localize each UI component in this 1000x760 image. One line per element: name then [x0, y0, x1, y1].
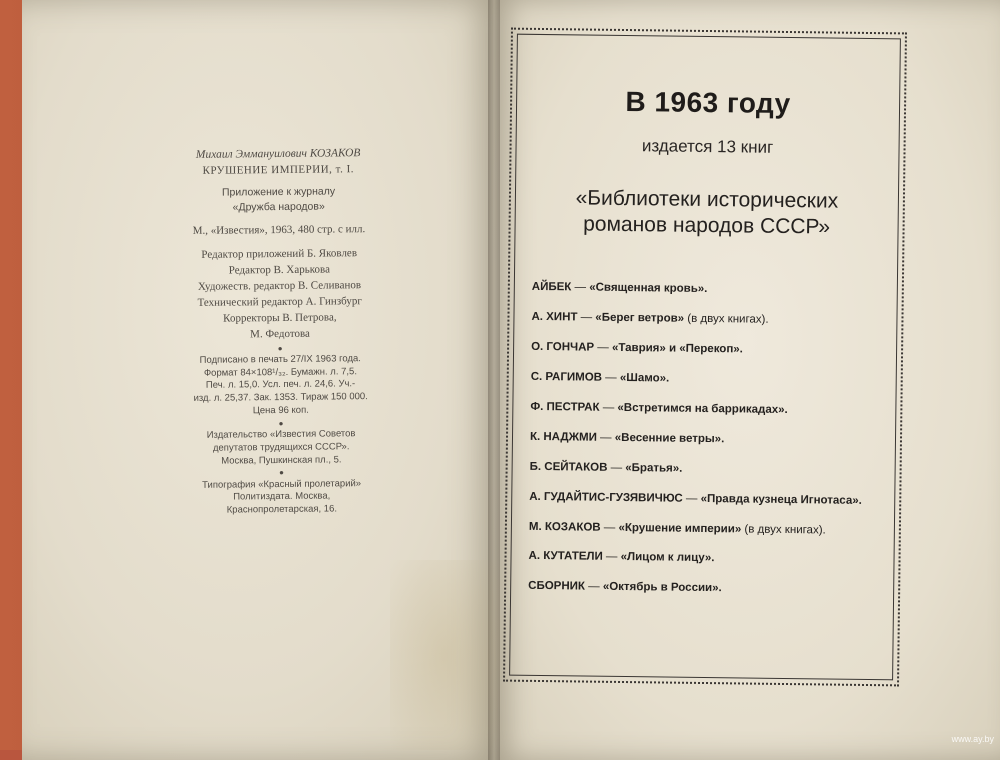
- imprint-editor-line: М. Федотова: [250, 327, 310, 340]
- separator-dot: ●: [277, 343, 283, 353]
- printer-line: Типография «Красный пролетарий»: [202, 477, 362, 491]
- book-dash: —: [607, 461, 626, 474]
- book-note: (в двух книгах).: [684, 312, 769, 326]
- separator-dot: ●: [278, 418, 284, 428]
- library-title-line-2: романов народов СССР»: [583, 212, 831, 239]
- imprint-author: Михаил Эммануилович КОЗАКОВ: [195, 147, 361, 161]
- book-title: «Крушение империи»: [618, 521, 742, 535]
- book-entry: [528, 579, 868, 598]
- imprint-editor-line: Редактор приложений Б. Яковлев: [201, 247, 358, 261]
- print-detail: изд. л. 25,37. Зак. 1353. Тираж 150 000.: [193, 391, 368, 405]
- book-entry: [528, 549, 868, 568]
- book-dash: —: [682, 492, 701, 505]
- book-entry: [529, 519, 869, 538]
- book-dash: —: [599, 401, 618, 414]
- book-dash: —: [577, 311, 596, 324]
- book-author: К. НАДЖМИ: [529, 430, 597, 444]
- book-author: А. КУТАТЕЛИ: [528, 550, 603, 564]
- book-author: С. РАГИМОВ: [530, 370, 603, 384]
- book-title: «Берег ветров»: [595, 311, 685, 325]
- book-list: [528, 280, 872, 613]
- announcement-headline: В 1963 году: [625, 86, 791, 120]
- announcement-subline: издается 13 книг: [641, 136, 774, 157]
- book-author: М. КОЗАКОВ: [528, 520, 601, 534]
- library-title-line-1: «Библиотеки исторических: [575, 186, 839, 213]
- print-detail: Формат 84×108¹/₃₂. Бумажн. л. 7,5.: [203, 365, 357, 379]
- paper-stain: [390, 560, 500, 750]
- book-entry: [530, 459, 870, 478]
- book-dash: —: [571, 281, 590, 294]
- imprint-supplement-2: «Дружба народов»: [232, 200, 325, 214]
- book-entry: [531, 370, 871, 389]
- print-detail: Подписано в печать 27/IX 1963 года.: [199, 352, 361, 366]
- library-title: [530, 185, 883, 242]
- book-entry: [529, 489, 869, 508]
- book-entry: [530, 430, 870, 449]
- book-title: «Таврия» и «Перекоп».: [611, 341, 743, 356]
- separator-dot: ●: [279, 468, 284, 478]
- imprint-editor-line: Редактор В. Харькова: [228, 263, 331, 277]
- imprint-block: [158, 145, 402, 519]
- imprint-supplement-1: Приложение к журналу: [221, 185, 336, 199]
- book-author: А. ГУДАЙТИС-ГУЗЯВИЧЮС: [529, 490, 683, 505]
- imprint-editor-line: Технический редактор А. Гинзбург: [197, 294, 362, 309]
- book-dash: —: [596, 431, 615, 444]
- print-detail: Печ. л. 15,0. Усл. печ. л. 24,6. Уч.-: [205, 378, 356, 392]
- book-title: «Священная кровь».: [589, 281, 708, 296]
- book-author: АЙБЕК: [531, 280, 572, 294]
- book-dash: —: [601, 371, 620, 384]
- book-author: Ф. ПЕСТРАК: [530, 400, 600, 414]
- announcement-frame: [503, 28, 907, 687]
- book-title: «Октябрь в России».: [602, 581, 722, 595]
- imprint-title: КРУШЕНИЕ ИМПЕРИИ, т. I.: [202, 162, 355, 177]
- book-dash: —: [600, 521, 619, 534]
- imprint-publication: М., «Известия», 1963, 480 стр. с илл.: [192, 223, 366, 237]
- book-entry: [532, 280, 872, 299]
- book-author: О. ГОНЧАР: [531, 340, 595, 354]
- publisher-line: Издательство «Известия Советов: [206, 428, 356, 441]
- book-entry: [531, 340, 871, 359]
- imprint-editor-line: Художеств. редактор В. Селиванов: [197, 279, 362, 293]
- book-title: «Шамо».: [619, 371, 670, 385]
- book-title: «Встретимся на баррикадах».: [617, 401, 788, 416]
- watermark: www.ay.by: [951, 734, 994, 744]
- book-note: (в двух книгах).: [741, 522, 826, 536]
- book-title: «Правда кузнеца Игнотаса».: [700, 492, 862, 507]
- book-entry: [530, 400, 870, 419]
- book-author: Б. СЕЙТАКОВ: [529, 460, 608, 474]
- book-title: «Братья».: [625, 461, 683, 475]
- publisher-line: депутатов трудящихся СССР».: [212, 441, 350, 454]
- book-author: СБОРНИК: [528, 580, 586, 593]
- printer-line: Краснопролетарская, 16.: [226, 503, 338, 516]
- book-title: «Лицом к лицу».: [620, 551, 715, 565]
- print-price: Цена 96 коп.: [252, 404, 309, 417]
- book-dash: —: [584, 580, 603, 594]
- book-dash: —: [594, 341, 613, 354]
- book-entry: [531, 310, 871, 329]
- book-title: «Весенние ветры».: [614, 431, 725, 445]
- book-author: А. ХИНТ: [531, 310, 578, 324]
- book-dash: —: [602, 551, 621, 564]
- printer-line: Политиздата. Москва,: [233, 490, 331, 503]
- publisher-line: Москва, Пушкинская пл., 5.: [221, 454, 342, 467]
- imprint-editor-line: Корректоры В. Петрова,: [223, 311, 337, 325]
